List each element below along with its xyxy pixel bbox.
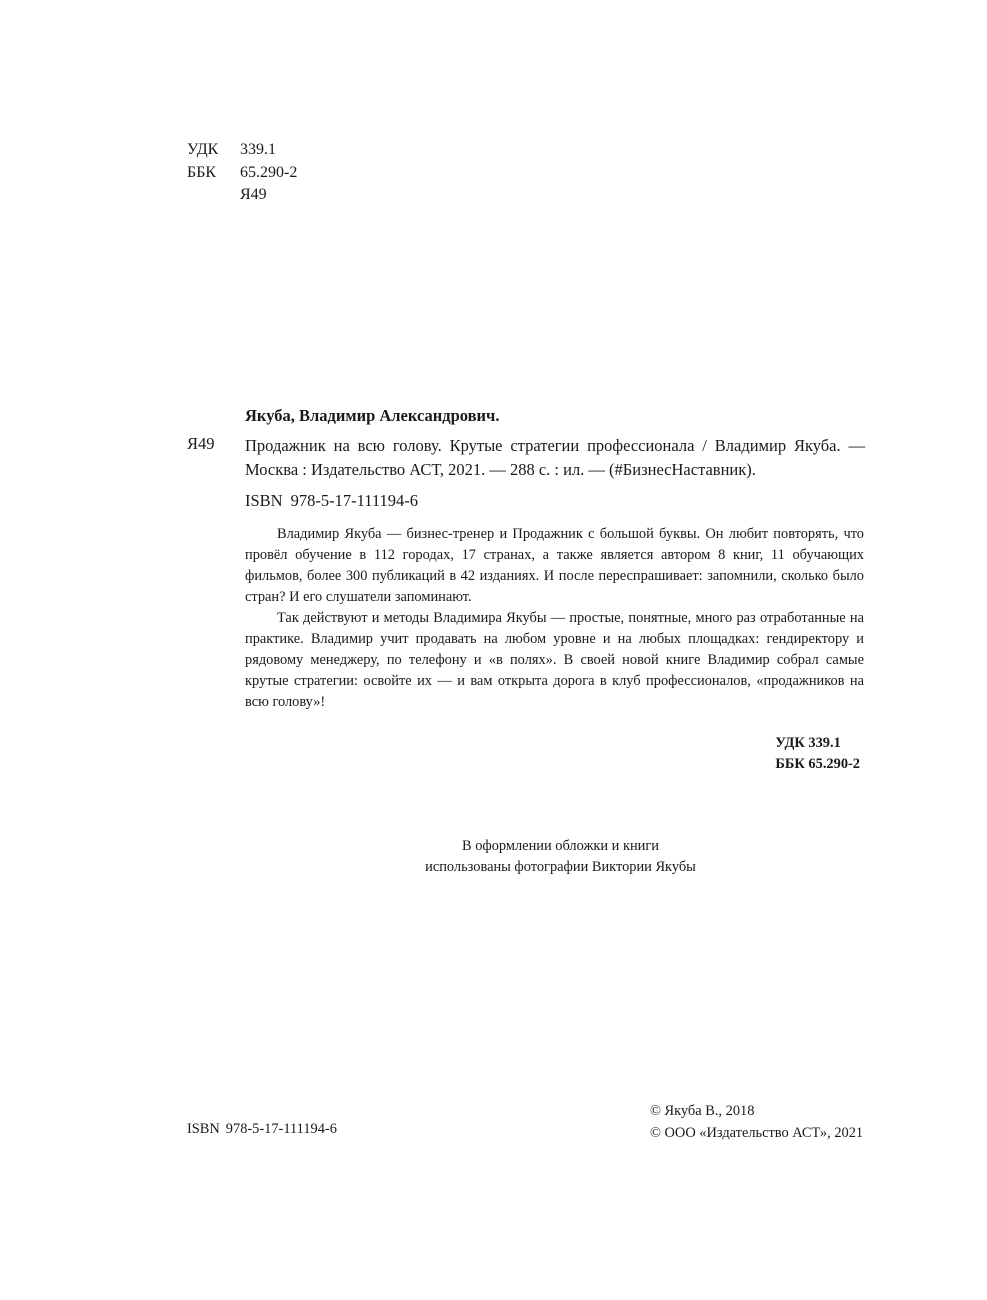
author-mark: Я49 (187, 434, 215, 453)
photo-credit-line-2: использованы фотографии Виктории Якубы (425, 859, 696, 875)
udk-label: УДК (187, 141, 219, 158)
classification-summary (775, 733, 860, 775)
author-mark-label (187, 184, 240, 207)
isbn-label: ISBN (245, 491, 283, 510)
bbk-value: 65.290-2 (240, 163, 298, 181)
photo-credit (0, 836, 987, 878)
annotation (245, 524, 864, 713)
copyright-publisher: © ООО «Издательство АСТ», 2021 (650, 1125, 864, 1141)
bbk-label: ББК (187, 163, 217, 181)
copyright-block (650, 1100, 863, 1144)
bibliographic-description: Продажник на всю голову. Крутые стратегии профессионала / Владимир Якуба. — Москва : Издательство АСТ, 2021. — 288 с. : ил. — (#БизнесНаставник). (245, 436, 865, 479)
annotation-paragraph-1: Владимир Якуба — бизнес-тренер и Продажник с большой буквы. Он любит повторять, что провёл обучение в 112 городах, 17 странах, а также является автором 8 книг, 11 обучающих фильмов, более 300 публикаций в 42 изданиях. И после переспрашивает: запомнили, сколько было стран? И его слушатели запоминают. (245, 526, 864, 605)
bbk-summary: ББК 65.290-2 (775, 756, 860, 772)
author-heading: Якуба, Владимир Александрович. (245, 406, 500, 425)
author-mark-value: Я49 (240, 186, 267, 203)
isbn-main (245, 491, 418, 511)
udk-summary: УДК 339.1 (775, 735, 841, 751)
annotation-paragraph-2: Так действуют и методы Владимира Якубы — простые, понятные, много раз отработанные на практике. Владимир учит продавать на любом уровне и на любых площадках: гендиректору и рядовому менеджеру, по телефону и «в полях». В своей новой книге Владимир собрал самые крутые стратегии: освойте их — и вам открыта дорога в клуб профессионалов, «продажников на всю голову»! (245, 610, 864, 710)
photo-credit-line-1: В оформлении обложки и книги (462, 838, 659, 854)
isbn-footer-label: ISBN (187, 1121, 220, 1137)
isbn-footer (187, 1121, 337, 1138)
copyright-author: © Якуба В., 2018 (650, 1103, 755, 1119)
isbn-number: 978-5-17-111194-6 (290, 491, 418, 510)
isbn-footer-number: 978-5-17-111194-6 (225, 1121, 337, 1137)
author-mark-row (187, 184, 297, 207)
udk-value: 339.1 (240, 141, 276, 158)
bbk-code-row (187, 162, 297, 185)
udk-code-row (187, 139, 297, 162)
classification-codes (187, 139, 297, 207)
